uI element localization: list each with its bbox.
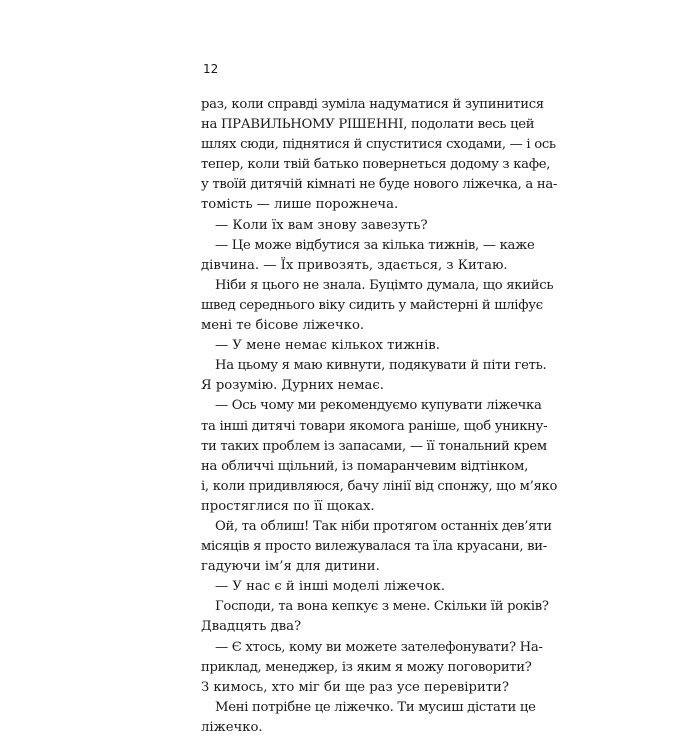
text-line: та інші дитячі товари якомога раніше, щоб уникну- xyxy=(201,418,548,434)
text-line: дівчина. — Їх привозять, здається, з Китаю. xyxy=(201,257,508,273)
text-line: на обличчі щільний, із помаранчевим відтінком, xyxy=(201,458,528,474)
text-line: раз, коли справді зуміла надуматися й зупинитися xyxy=(201,97,544,112)
text-line: тепер, коли твій батько повернеться додому з кафе, xyxy=(201,157,551,173)
text-line: місяців я просто вилежувалася та їла круасани, ви- xyxy=(201,539,547,555)
text-line: і, коли придивляюся, бачу лінії від спонжу, що м’яко xyxy=(201,478,558,494)
text-line: — Ось чому ми рекомендуємо купувати ліжечка xyxy=(215,398,542,414)
text-line: — Коли їх вам знову завезуть? xyxy=(215,217,428,233)
text-line: З кимось, хто міг би ще раз усе перевірити? xyxy=(201,679,509,695)
text-line: ти таких проблем із запасами, — її тональний крем xyxy=(201,438,547,454)
text-line: Мені потрібне це ліжечко. Ти мусиш дістати це xyxy=(215,699,536,715)
text-line: приклад, менеджер, із яким я можу поговорити? xyxy=(201,659,532,675)
text-line: простяглися по її щоках. xyxy=(201,498,375,514)
text-line: швед середнього віку сидить у майстерні й шліфує xyxy=(201,297,543,313)
text-line: гадуючи ім’я для дитини. xyxy=(201,559,380,575)
text-line: Ой, та облиш! Так ніби протягом останніх дев’яти xyxy=(215,518,552,534)
text-line: на ПРАВИЛЬНОМУ РІШЕННІ, подолати весь цей xyxy=(201,117,535,133)
text-line: На цьому я маю кивнути, подякувати й піти геть. xyxy=(215,358,547,374)
text-line: ліжечко. xyxy=(201,719,263,735)
text-line: Двадцять два? xyxy=(201,619,302,635)
text-line: мені те бісове ліжечко. xyxy=(201,318,365,334)
text-line: Я розумію. Дурних немає. xyxy=(201,378,384,394)
body-text xyxy=(201,95,558,738)
page-number: 12 xyxy=(203,62,219,76)
text-line: — Є хтось, кому ви можете зателефонувати? На- xyxy=(215,639,543,655)
text-line: Господи, та вона кепкує з мене. Скільки їй років? xyxy=(215,599,549,615)
text-line: Ніби я цього не знала. Буцімто думала, що якийсь xyxy=(215,277,554,293)
text-line: шлях сюди, піднятися й спуститися сходами, — і ось xyxy=(201,137,556,153)
text-line: — У мене немає кількох тижнів. xyxy=(215,338,440,354)
text-line: — У нас є й інші моделі ліжечок. xyxy=(215,579,446,595)
text-line: томість — лише порожнеча. xyxy=(201,197,399,213)
text-line: у твоїй дитячій кімнаті не буде нового ліжечка, а на- xyxy=(201,177,558,193)
text-line: — Це може відбутися за кілька тижнів, — каже xyxy=(215,237,535,253)
